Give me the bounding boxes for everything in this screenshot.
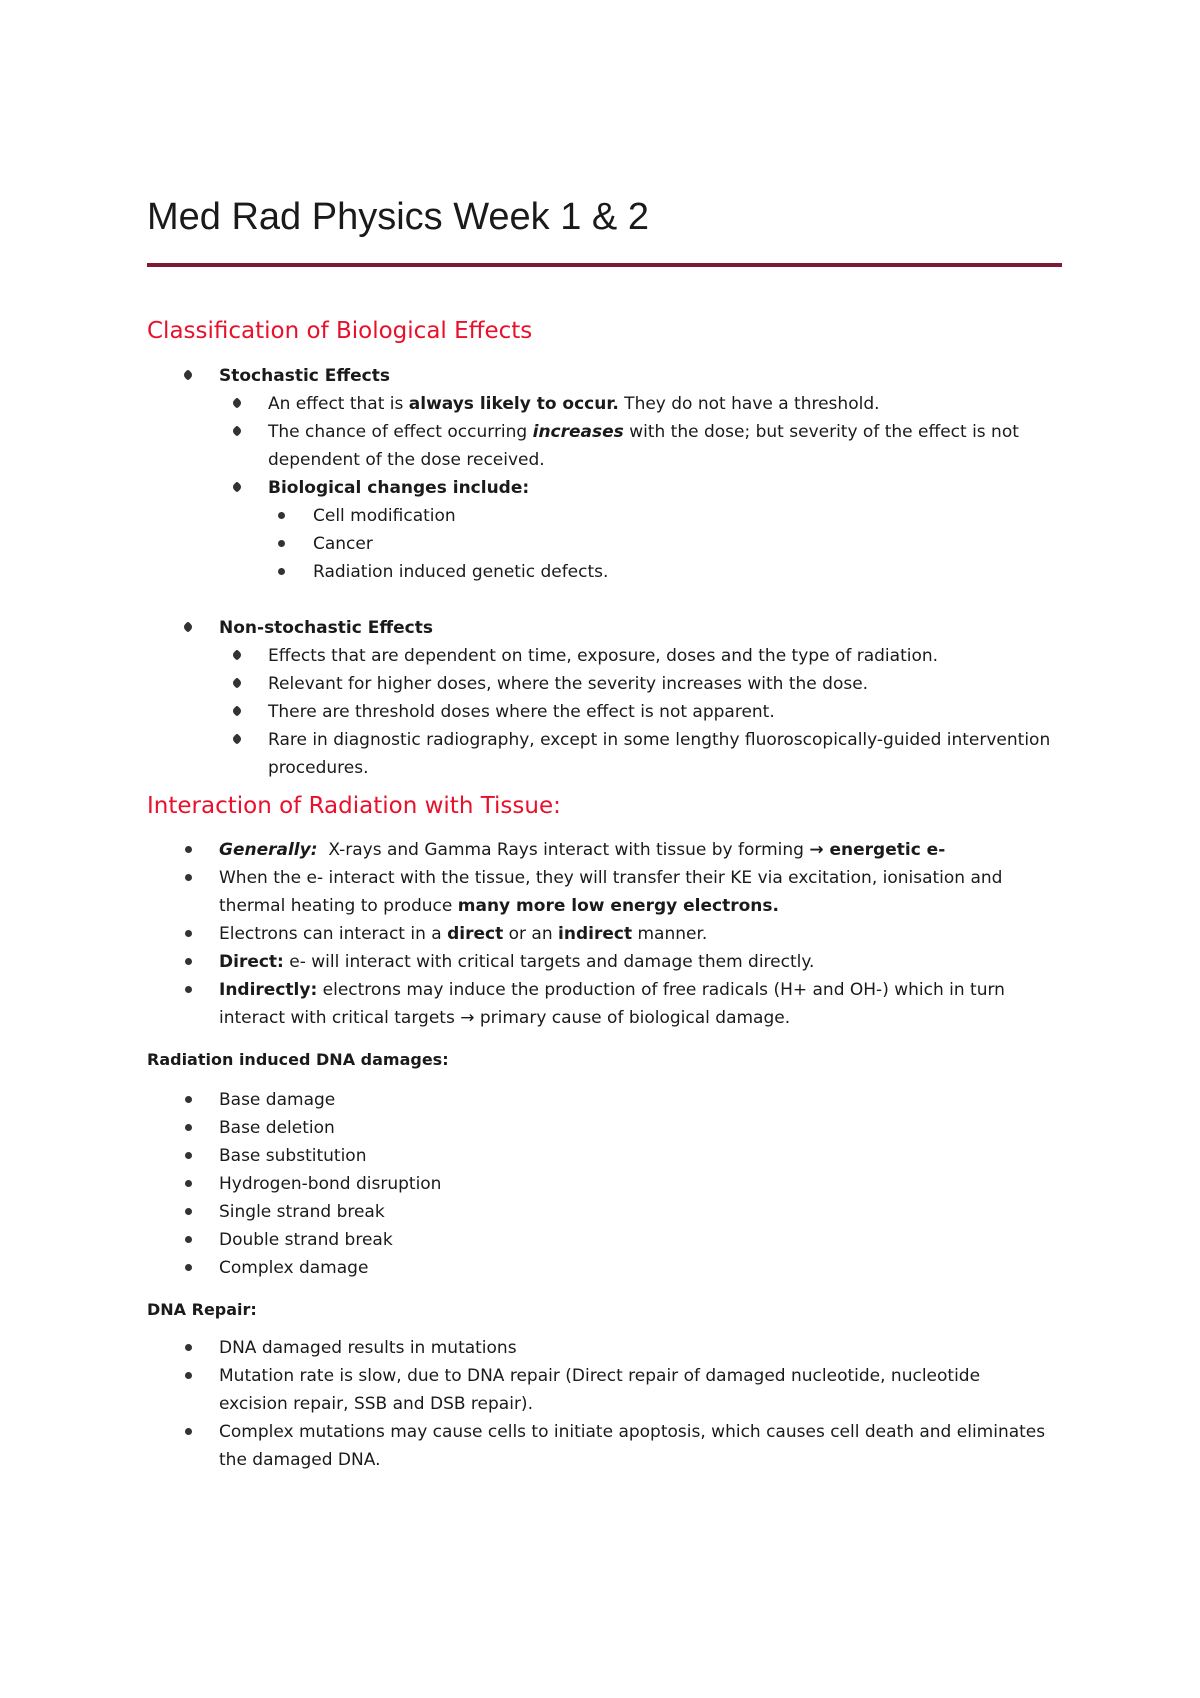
nonstochastic-label: Non-stochastic Effects — [219, 618, 433, 638]
dna-damage-item: Single strand break — [219, 1202, 385, 1222]
bullet-icon — [185, 846, 192, 853]
change-item: Cancer — [313, 534, 373, 554]
nonstochastic-item: Relevant for higher doses, where the severity increases with the dose. — [268, 674, 869, 694]
interaction-item-1: Generally: X-rays and Gamma Rays interact with tissue by forming → energetic e- — [219, 840, 946, 860]
bullet-icon — [278, 540, 285, 547]
bullet-icon — [185, 1264, 192, 1271]
bullet-icon — [231, 425, 242, 436]
heading-dna-repair: DNA Repair: — [147, 1300, 257, 1319]
bullet-icon — [185, 1096, 192, 1103]
bullet-icon — [231, 397, 242, 408]
bullet-icon — [185, 1180, 192, 1187]
stochastic-label: Stochastic Effects — [219, 366, 391, 386]
bullet-icon — [278, 568, 285, 575]
bullet-icon — [185, 1344, 192, 1351]
bullet-icon — [185, 1208, 192, 1215]
bullet-icon — [231, 705, 242, 716]
bullet-icon — [185, 1372, 192, 1379]
page-title: Med Rad Physics Week 1 & 2 — [147, 196, 649, 238]
interaction-item-2: When the e- interact with the tissue, they will transfer their KE via excitation, ionisation and — [219, 868, 1003, 888]
dna-damage-item: Hydrogen-bond disruption — [219, 1174, 442, 1194]
bullet-icon — [185, 930, 192, 937]
interaction-item-2-cont: thermal heating to produce many more low energy electrons. — [219, 896, 779, 916]
bullet-icon — [185, 1152, 192, 1159]
nonstochastic-item: There are threshold doses where the effect is not apparent. — [268, 702, 775, 722]
bullet-icon — [185, 1428, 192, 1435]
heading-classification: Classification of Biological Effects — [147, 318, 533, 344]
dna-repair-item-2: Mutation rate is slow, due to DNA repair (Direct repair of damaged nucleotide, nucleotide — [219, 1366, 981, 1386]
bullet-icon — [185, 986, 192, 993]
bullet-icon — [231, 481, 242, 492]
dna-repair-item-1: DNA damaged results in mutations — [219, 1338, 517, 1358]
bullet-icon — [185, 1236, 192, 1243]
stochastic-item-2-cont: dependent of the dose received. — [268, 450, 545, 470]
heading-dna-damages: Radiation induced DNA damages: — [147, 1050, 449, 1069]
nonstochastic-item-cont: procedures. — [268, 758, 369, 778]
dna-repair-item-3-cont: the damaged DNA. — [219, 1450, 381, 1470]
bullet-icon — [185, 958, 192, 965]
title-underline — [147, 263, 1062, 267]
interaction-item-5-cont: interact with critical targets → primary cause of biological damage. — [219, 1008, 791, 1028]
stochastic-item-1: An effect that is always likely to occur. They do not have a threshold. — [268, 394, 880, 414]
bullet-icon — [182, 621, 193, 632]
dna-damage-item: Complex damage — [219, 1258, 369, 1278]
changes-label: Biological changes include: — [268, 478, 530, 498]
bullet-icon — [231, 733, 242, 744]
dna-damage-item: Base substitution — [219, 1146, 367, 1166]
nonstochastic-item: Rare in diagnostic radiography, except in some lengthy fluoroscopically-guided intervention — [268, 730, 1051, 750]
dna-repair-item-3: Complex mutations may cause cells to initiate apoptosis, which causes cell death and eliminates — [219, 1422, 1046, 1442]
bullet-icon — [185, 874, 192, 881]
change-item: Cell modification — [313, 506, 456, 526]
dna-repair-item-2-cont: excision repair, SSB and DSB repair). — [219, 1394, 533, 1414]
interaction-item-4: Direct: e- will interact with critical targets and damage them directly. — [219, 952, 815, 972]
stochastic-item-2: The chance of effect occurring increases with the dose; but severity of the effect is not — [268, 422, 1019, 442]
dna-damage-item: Double strand break — [219, 1230, 393, 1250]
dna-damage-item: Base damage — [219, 1090, 336, 1110]
change-item: Radiation induced genetic defects. — [313, 562, 609, 582]
bullet-icon — [182, 369, 193, 380]
heading-interaction: Interaction of Radiation with Tissue: — [147, 793, 561, 819]
bullet-icon — [231, 649, 242, 660]
bullet-icon — [231, 677, 242, 688]
interaction-item-5: Indirectly: electrons may induce the production of free radicals (H+ and OH-) which in turn — [219, 980, 1005, 1000]
bullet-icon — [278, 512, 285, 519]
nonstochastic-item: Effects that are dependent on time, exposure, doses and the type of radiation. — [268, 646, 939, 666]
interaction-item-3: Electrons can interact in a direct or an indirect manner. — [219, 924, 708, 944]
dna-damage-item: Base deletion — [219, 1118, 335, 1138]
bullet-icon — [185, 1124, 192, 1131]
